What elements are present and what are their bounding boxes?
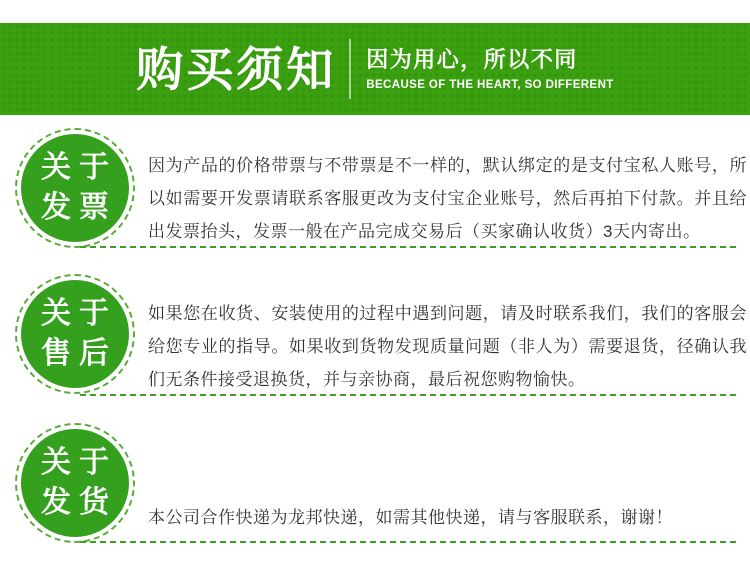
aftersale-badge (15, 274, 135, 394)
shipping-badge-circle (21, 429, 129, 537)
banner-slogan (366, 47, 613, 90)
badge-label-line1: 关于 (41, 297, 117, 330)
aftersale-badge-circle (21, 280, 129, 388)
header-banner (0, 23, 750, 115)
badge-label-line2: 发票 (41, 191, 117, 224)
banner-divider (349, 39, 351, 99)
badge-label-line2: 发货 (41, 486, 117, 519)
aftersale-notice-text: 如果您在收货、安装使用的过程中遇到问题，请及时联系我们，我们的客服会给您专业的指导。如果收到货物发现质量问题（非人为）需要退货，径确认我们无条件接受退换货，并与亲协商，最后祝您购物愉快。 (148, 304, 747, 389)
page-title: 购买须知 (136, 42, 337, 96)
slogan-chinese: 因为用心，所以不同 (366, 47, 578, 73)
badge-label-line1: 关于 (41, 151, 117, 184)
slogan-english: BECAUSE OF THE HEART, SO DIFFERENT (366, 78, 614, 91)
section-divider-dashed (80, 246, 740, 248)
invoice-badge-circle (21, 134, 129, 242)
invoice-notice-text: 因为产品的价格带票与不带票是不一样的，默认绑定的是支付宝私人账号，所以如需要开发票请联系客服更改为支付宝企业账号，然后再拍下付款。并且给出发票抬头，发票一般在产品完成交易后（买家确认收货）3天内寄出。 (148, 156, 747, 241)
badge-label-line1: 关于 (41, 446, 117, 479)
section-divider-dashed (80, 394, 740, 396)
shipping-badge (15, 423, 135, 543)
badge-label-line2: 售后 (41, 337, 117, 370)
invoice-badge (15, 128, 135, 248)
section-divider-dashed (80, 541, 740, 543)
shipping-notice-text: 本公司合作快递为龙邦快递，如需其他快递，请与客服联系，谢谢！ (148, 508, 673, 527)
